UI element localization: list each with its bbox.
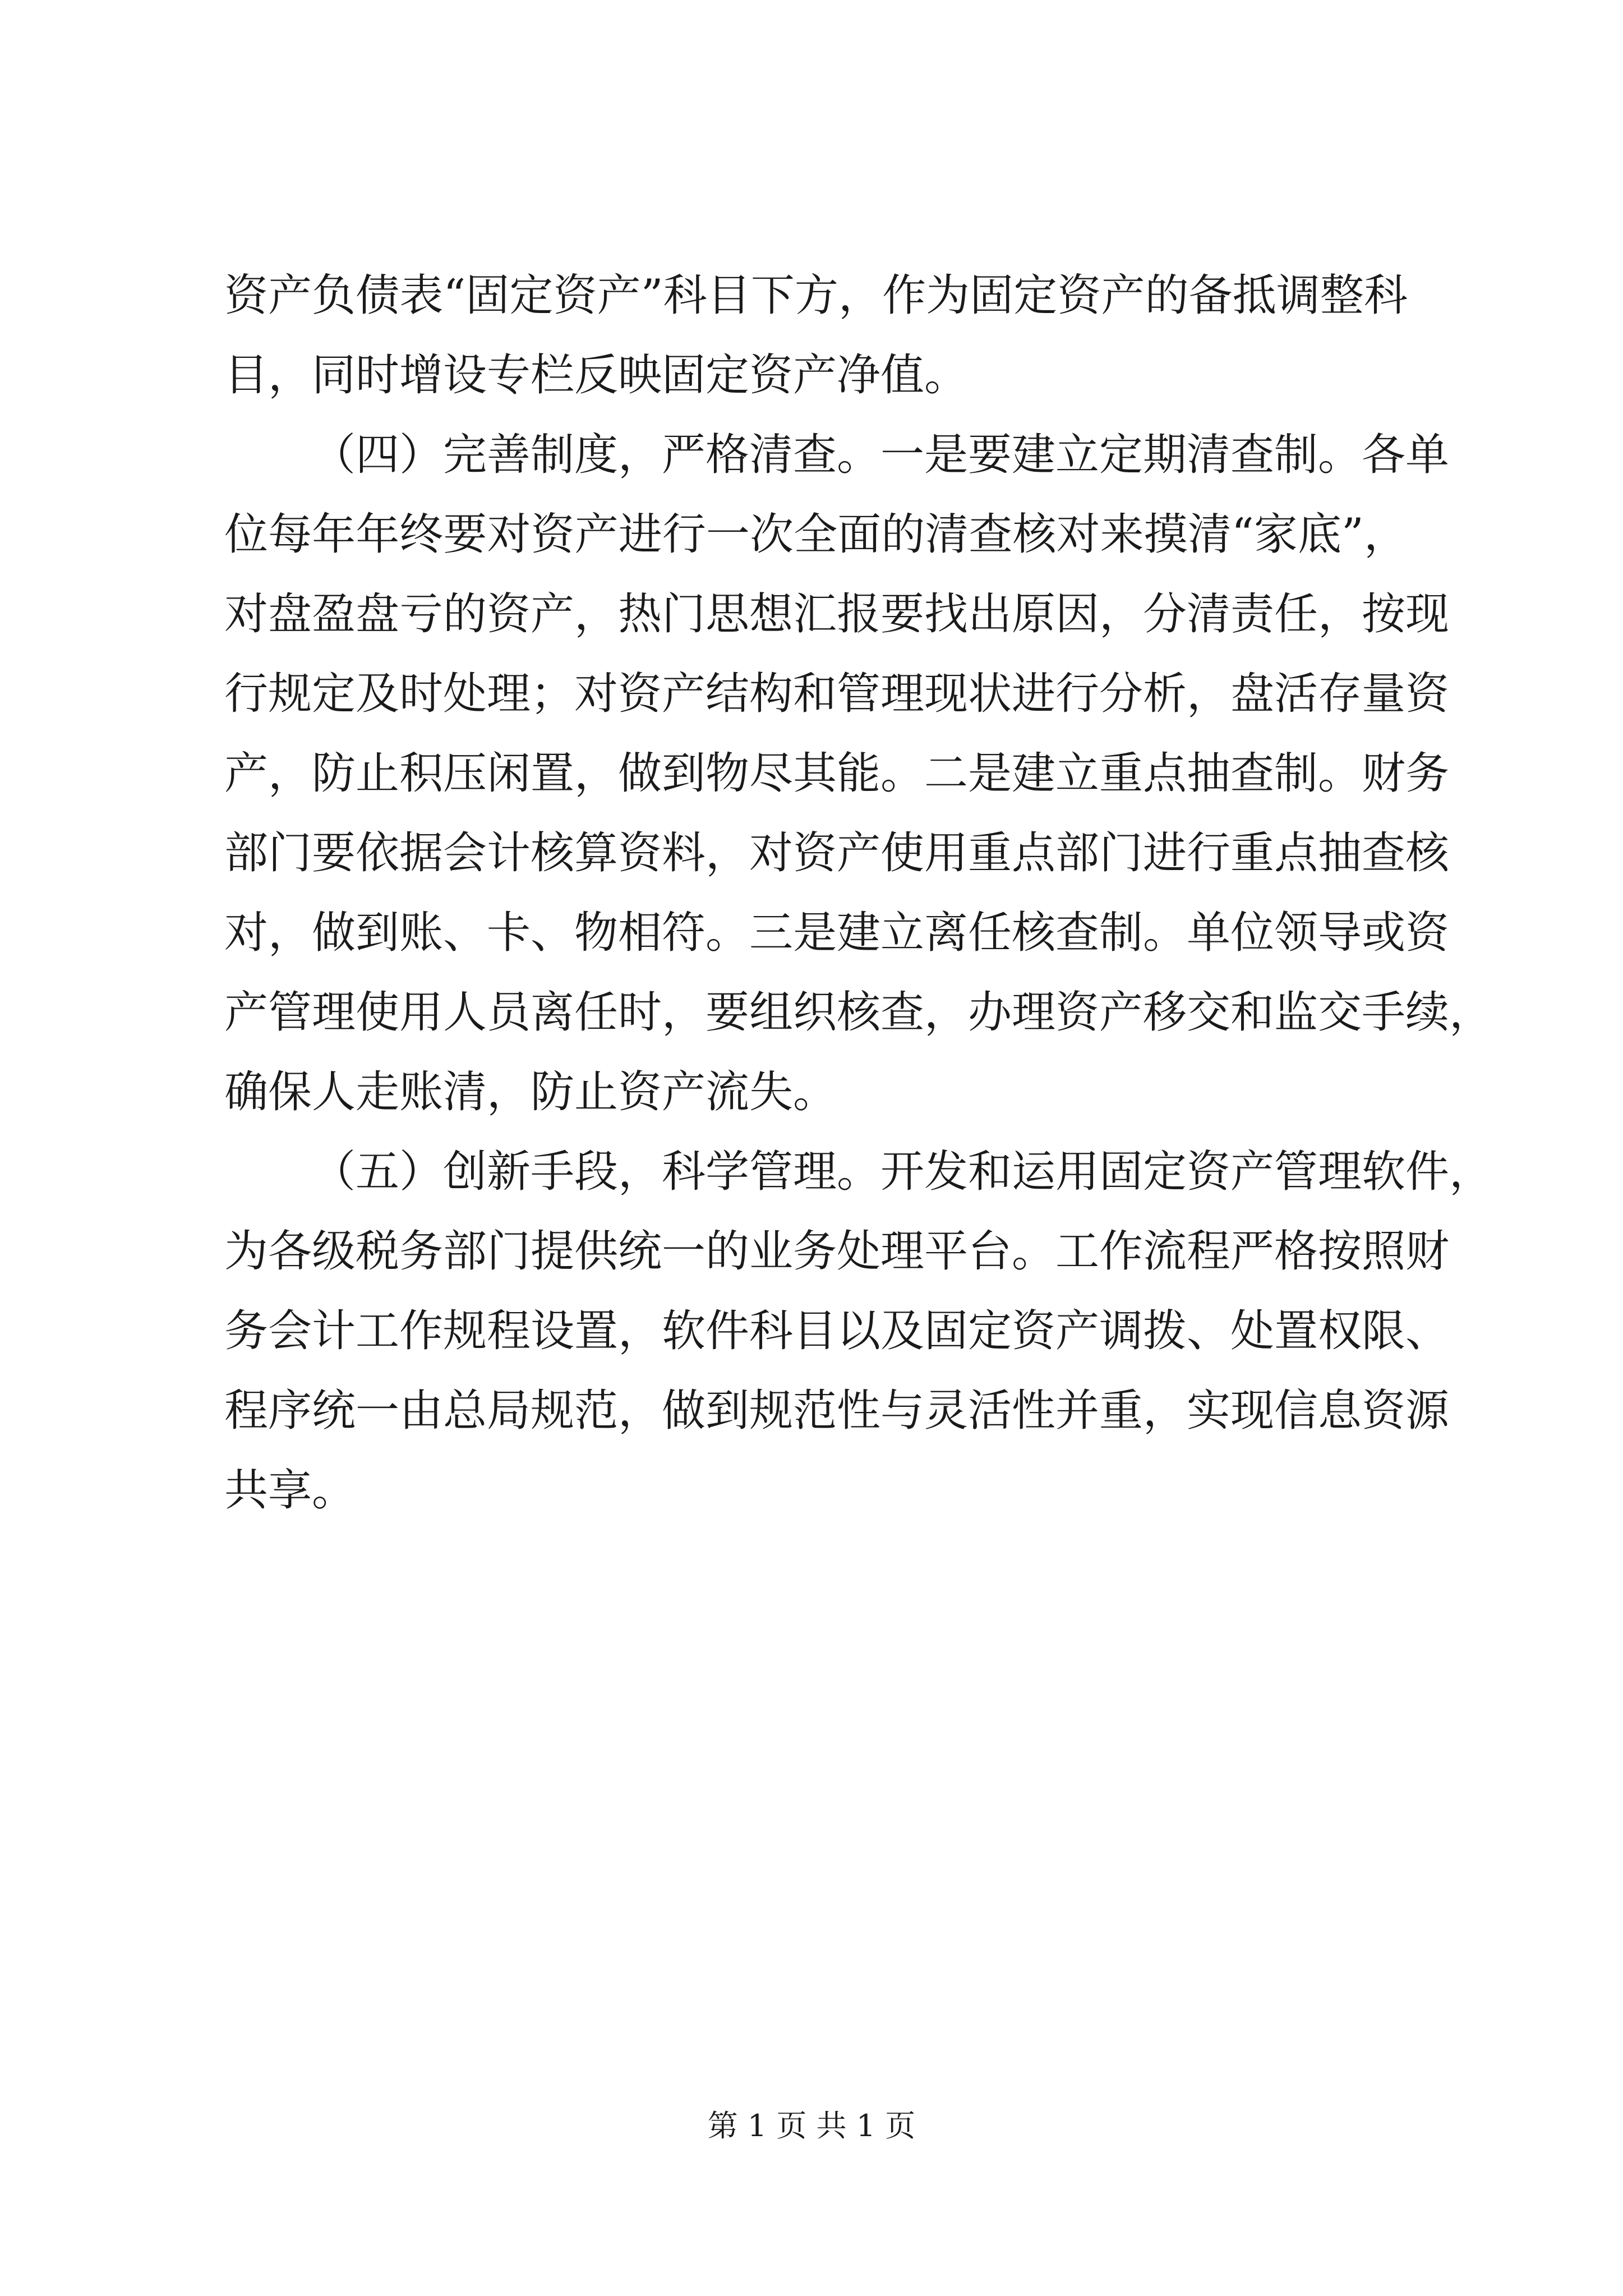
text-line: 为各级税务部门提供统一的业务处理平台。工作流程严格按照财 — [224, 1226, 1450, 1277]
text-line: 部门要依据会计核算资料，对资产使用重点部门进行重点抽查核 — [224, 828, 1450, 878]
text-line: 产管理使用人员离任时，要组织核查，办理资产移交和监交手续， — [224, 987, 1493, 1038]
text-line: 对盘盈盘亏的资产，热门思想汇报要找出原因，分清责任，按现 — [224, 589, 1450, 639]
text-line: 行规定及时处理；对资产结构和管理现状进行分析，盘活存量资 — [224, 669, 1450, 719]
text-line: 目，同时增设专栏反映固定资产净值。 — [224, 350, 969, 401]
document-body — [224, 256, 1493, 1530]
text-line: 资产负债表“固定资产”科目下方，作为固定资产的备抵调整科 — [224, 270, 1408, 321]
page-number-footer: 第 1 页 共 1 页 — [707, 2108, 916, 2143]
text-line: （四）完善制度，严格清查。一是要建立定期清查制。各单 — [312, 430, 1450, 480]
text-line: 确保人走账清，防止资产流失。 — [224, 1067, 837, 1117]
text-line: 对，做到账、卡、物相符。三是建立离任核查制。单位领导或资 — [224, 908, 1450, 958]
text-line: 务会计工作规程设置，软件科目以及固定资产调拨、处置权限、 — [224, 1306, 1450, 1356]
text-line: 位每年年终要对资产进行一次全面的清查核对来摸清“家底”， — [224, 509, 1408, 560]
text-line: 产，防止积压闲置，做到物尽其能。二是建立重点抽查制。财务 — [224, 748, 1450, 799]
text-line: （五）创新手段，科学管理。开发和运用固定资产管理软件， — [312, 1147, 1493, 1197]
text-line: 程序统一由总局规范，做到规范性与灵活性并重，实现信息资源 — [224, 1386, 1450, 1436]
text-line: 共享。 — [224, 1465, 356, 1516]
